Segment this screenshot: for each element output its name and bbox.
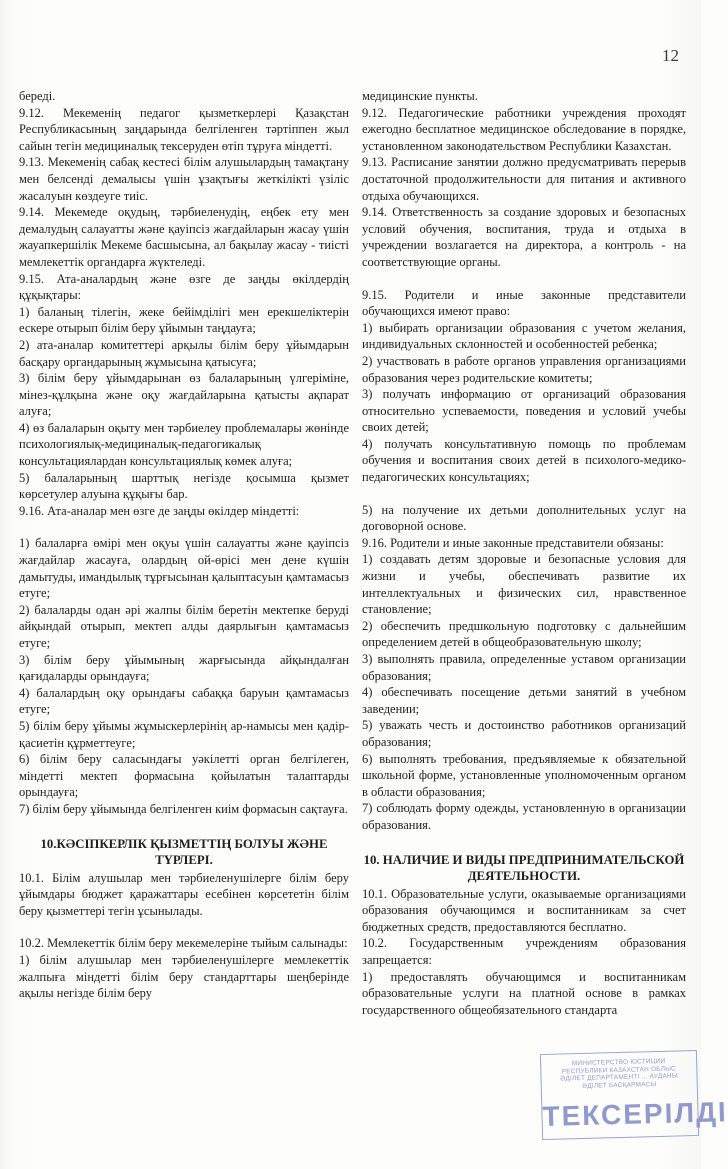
- list-item: 3) білім беру ұйымдарынан өз балаларының үлгеріміне, мінез-құлқына және оқу жағдайларына қатысты ақпарат алуға;: [19, 371, 349, 419]
- list-item: 3) получать информацию от организаций образования относительно успеваемости, поведения и условий учебы своих детей;: [362, 387, 686, 435]
- list-item: 3) выполнять правила, определенные уставом организации образования;: [362, 652, 686, 683]
- list-item: 2) участвовать в работе органов управления организациями образования через родительские комитеты;: [362, 353, 686, 385]
- list-item: 1) создавать детям здоровые и безопасные условия для жизни и учебы, обеспечивать развитие их интеллектуальных и физических сил, нравственное становление;: [362, 552, 686, 617]
- list-item: 7) білім беру ұйымында белгіленген киім формасын сақтауға.: [19, 801, 348, 816]
- paragraph: 9.12. Педагогические работники учреждения проходят ежегодно бесплатное медицинское обследование в порядке, установленном законодательством Республики Казахстан.: [362, 105, 686, 153]
- list-item: 1) балаларға өмірі мен оқуы үшін салауатты және қауіпсіз жағдайлар жасауға, олардың ой-өрісі мен дене күшін дамытуды, имандылық тұрғысынан қалыптасуын қамтамасыз етуге;: [19, 536, 349, 601]
- stamp-text: МИНИСТЕРСТВО ЮСТИЦИИ РЕСПУБЛИКИ КАЗАХСТАН ОБЛЫС ӘДІЛЕТ ДЕПАРТАМЕНТІ ... АУДАНЫ ӘДІЛЕТ БАСҚАРМАСЫ: [560, 1057, 678, 1090]
- paragraph: 9.15. Родители и иные законные представители обучающихся имеют право:: [362, 287, 686, 319]
- list-item: 2) обеспечить предшкольную подготовку с дальнейшим определением детей в общеобразовательную школу;: [362, 618, 686, 650]
- list-item: 6) білім беру саласындағы уәкілетті орган белгілеген, міндетті мектеп формасына қойылатын талаптарды орындауға;: [19, 752, 349, 800]
- paragraph: 9.16. Ата-аналар мен өзге де заңды өкілдер міндетті:: [19, 503, 300, 518]
- paragraph: 9.16. Родители и иные законные представители обязаны:: [362, 535, 664, 550]
- paragraph: 9.12. Мекеменің педагог қызметкерлері Қазақстан Республикасының заңдарында белгіленген тәртіппен жыл сайын тегін медициналық тексеруден өтіп тұруға міндетті.: [19, 105, 349, 153]
- list-item: 4) получать консультативную помощь по проблемам обучения и воспитания своих детей в психолого-медико-педагогических консультациях;: [362, 436, 686, 485]
- russian-column: [362, 88, 686, 1018]
- list-item: 5) білім беру ұйымы жұмыскерлерінің ар-намысы мен қадір-қасиетін құрметтеуге;: [19, 718, 349, 750]
- paragraph: 9.13. Расписание занятии должно предусматривать перерыв достаточной продолжительности для питания и активного отдыха обучающихся.: [362, 155, 686, 203]
- list-item: 1) выбирать организации образования с учетом желания, индивидуальных склонностей и особенностей ребенка;: [362, 320, 686, 352]
- list-item: 5) балаларының шарттық негізде қосымша қызмет көрсетулер алуына құқығы бар.: [19, 470, 349, 502]
- paragraph: 10.2. Мемлекеттік білім беру мекемелеріне тыйым салынады:: [19, 936, 348, 951]
- list-item: 1) баланың тілегін, жеке бейімділігі мен ерекшеліктерін ескере отырып білім беру ұйымын таңдауға;: [19, 304, 349, 336]
- paragraph: 9.14. Мекемеде оқудың, тәрбиеленудің, еңбек ету мен демалудың салауатты және қауіпсіз жағдайларын жасау үшін жауапкершілік Мекеме басшысына, ал бақылау жасау - тиісті мемлекеттік органдарға жүктеледі.: [19, 205, 349, 269]
- paragraph: береді.: [19, 89, 56, 103]
- list-item: 2) балаларды одан әрі жалпы білім беретін мектепке беруді айқындай отырып, мектеп алды даярлығын қамтамасыз етуге;: [19, 602, 349, 650]
- list-item: 3) білім беру ұйымының жарғысында айқындалған қағидаларды орындауға;: [19, 652, 349, 684]
- verification-stamp: [540, 1050, 728, 1140]
- kazakh-column: [19, 88, 349, 1002]
- list-item: 1) білім алушылар мен тәрбиеленушілерге мемлекеттік жалпыға міндетті білім беру стандарттары шеңберінде ақылы негізде білім беру: [19, 952, 349, 1001]
- list-item: 4) обеспечивать посещение детьми занятий в учебном заведении;: [362, 685, 686, 716]
- list-item: 7) соблюдать форму одежды, установленную в организации образования.: [362, 801, 686, 832]
- list-item: 6) выполнять требования, предъявляемые к обязательной школьной форме, установленные уполномоченным органом в области образования;: [362, 751, 686, 799]
- list-item: 5) уважать честь и достоинство работников организаций образования;: [362, 718, 686, 749]
- list-item: 2) ата-аналар комитеттері арқылы білім беру ұйымдарын басқару органдарының жұмысына қатысуға;: [19, 337, 349, 369]
- stamp-word: ТЕКСЕРІЛДІ: [542, 1096, 728, 1133]
- list-item: 5) на получение их детьми дополнительных услуг на договорной основе.: [362, 502, 686, 534]
- paragraph: 10.1. Образовательные услуги, оказываемые организациями образования обучающимся и воспитанникам за счет бюджетных средств, предоставляются бесплатно.: [362, 886, 686, 934]
- paragraph: 9.15. Ата-аналардың және өзге де заңды өкілдердің құқықтары:: [19, 271, 349, 303]
- paragraph: 9.13. Мекеменің сабақ кестесі білім алушылардың тамақтану мен белсенді демалысы үшін ұзақтығы жеткілікті үзіліс жасалуын көздеуге тиіс.: [19, 155, 349, 203]
- section-heading: 10. НАЛИЧИЕ И ВИДЫ ПРЕДПРИНИМАТЕЛЬСКОЙ ДЕЯТЕЛЬНОСТИ.: [363, 852, 685, 883]
- paragraph: медицинские пункты.: [362, 89, 478, 103]
- list-item: 4) балалардың оқу орындағы сабаққа баруын қамтамасыз етуге;: [19, 685, 349, 717]
- paragraph: 9.14. Ответственность за создание здоровых и безопасных условий обучения, воспитания, труда и отдыха в учреждении возлагается на директора, а контроль - на соответствующие органы.: [362, 205, 686, 269]
- paragraph: 10.1. Білім алушылар мен тәрбиеленушілерге білім беру ұйымдары бюджет қаражаттары есебінен көрсететін білім беру қызметтері тегін ұсынылады.: [19, 870, 349, 918]
- page-number: 12: [662, 46, 679, 65]
- list-item: 4) өз балаларын оқыту мен тәрбиелеу проблемалары жөнінде психологиялық-медициналық-педагогикалық консультациялардан консультациялық көмек алуға;: [19, 420, 349, 469]
- section-heading: 10.КӘСІПКЕРЛІК ҚЫЗМЕТТІҢ БОЛУЫ ЖӘНЕ ТҮРЛЕРІ.: [40, 836, 328, 867]
- paragraph: 10.2. Государственным учреждениям образования запрещается:: [362, 936, 686, 967]
- list-item: 1) предоставлять обучающимся и воспитанникам образовательные услуги на платной основе в рамках государственного общеобязательного стандарта: [362, 969, 686, 1017]
